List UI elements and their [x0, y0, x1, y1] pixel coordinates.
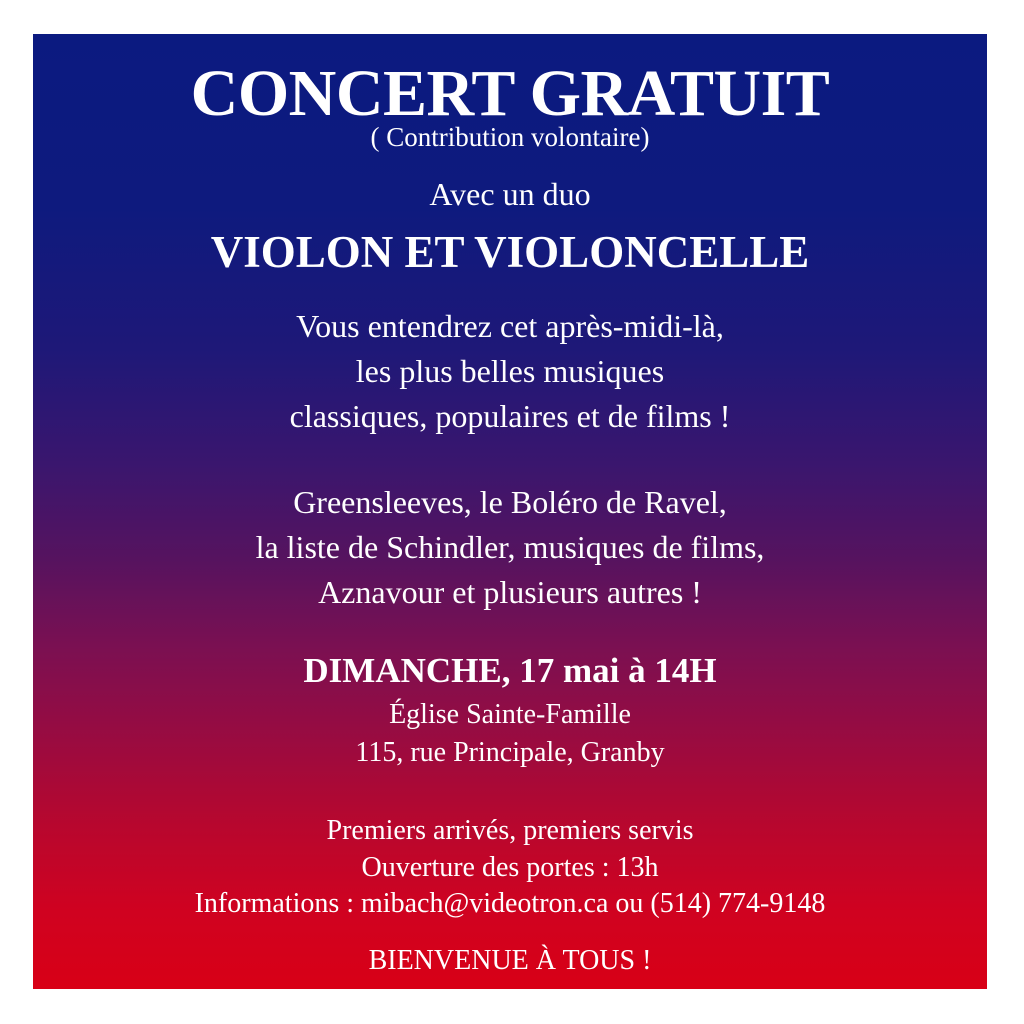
welcome-text: BIENVENUE À TOUS !	[368, 945, 652, 976]
pieces-line: Aznavour et plusieurs autres !	[318, 574, 702, 610]
poster-subtitle: ( Contribution volontaire)	[370, 122, 650, 152]
description-line: classiques, populaires et de films !	[289, 398, 731, 434]
description-line: Vous entendrez cet après-midi-là,	[296, 308, 724, 344]
concert-poster	[33, 34, 987, 989]
detail-line: Ouverture des portes : 13h	[361, 852, 659, 883]
event-venue: Église Sainte-Famille	[389, 699, 631, 730]
pieces-line: Greensleeves, le Boléro de Ravel,	[293, 484, 727, 520]
instruments-heading: VIOLON ET VIOLONCELLE	[210, 227, 810, 277]
event-address: 115, rue Principale, Granby	[355, 737, 665, 768]
intro-text: Avec un duo	[429, 176, 591, 212]
contact-line: Informations : mibach@videotron.ca ou (514) 774-9148	[194, 888, 826, 919]
description-line: les plus belles musiques	[355, 353, 665, 389]
detail-line: Premiers arrivés, premiers servis	[326, 815, 694, 846]
pieces-line: la liste de Schindler, musiques de films,	[255, 529, 765, 565]
event-date-time: DIMANCHE, 17 mai à 14H	[303, 651, 717, 690]
poster-title: CONCERT GRATUIT	[190, 57, 830, 130]
